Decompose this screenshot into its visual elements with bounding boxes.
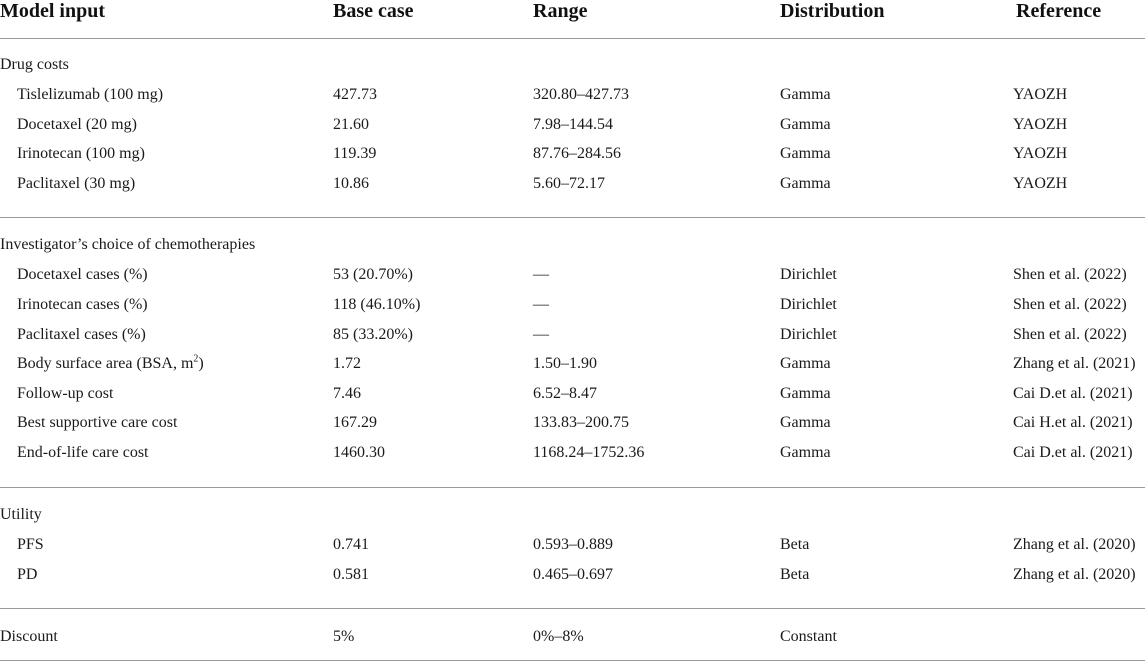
cell-model-input: PD — [17, 566, 38, 583]
cell-distribution: Constant — [780, 628, 837, 645]
table-row — [0, 385, 1145, 403]
cell-model-input: Irinotecan (100 mg) — [17, 145, 145, 162]
cell-reference: Shen et al. (2022) — [1013, 296, 1127, 313]
cell-model-input: Docetaxel cases (%) — [17, 266, 148, 283]
table-row — [0, 296, 1145, 314]
cell-range: 6.52–8.47 — [533, 385, 597, 402]
cell-range: 7.98–144.54 — [533, 116, 613, 133]
cell-range: 133.83–200.75 — [533, 414, 629, 431]
table-row — [0, 86, 1145, 104]
cell-distribution: Gamma — [780, 175, 831, 192]
cell-distribution: Gamma — [780, 355, 831, 372]
cell-reference: YAOZH — [1013, 145, 1068, 162]
cell-model-input: Docetaxel (20 mg) — [17, 116, 137, 133]
table-row — [0, 355, 1145, 373]
cell-reference: Cai H.et al. (2021) — [1013, 414, 1133, 431]
table-row — [0, 116, 1145, 134]
cell-reference: Shen et al. (2022) — [1013, 326, 1127, 343]
cell-model-input: Paclitaxel (30 mg) — [17, 175, 136, 192]
cell-base-case: 427.73 — [333, 86, 377, 103]
cell-base-case: 167.29 — [333, 414, 377, 431]
section-title-drug-costs: Drug costs — [0, 56, 69, 73]
cell-base-case: 1.72 — [333, 355, 361, 372]
table-row — [0, 444, 1145, 462]
cell-reference: Cai D.et al. (2021) — [1013, 444, 1133, 461]
cell-base-case: 85 (33.20%) — [333, 326, 413, 343]
cell-reference: Zhang et al. (2021) — [1013, 355, 1136, 372]
cell-model-input: PFS — [17, 536, 44, 553]
section-divider — [0, 487, 1145, 488]
cell-reference: YAOZH — [1013, 116, 1068, 133]
cell-model-input: Paclitaxel cases (%) — [17, 326, 146, 343]
cell-range: 0%–8% — [533, 628, 584, 645]
table-header — [0, 0, 1145, 39]
bsa-label-close: ) — [198, 355, 204, 372]
cell-distribution: Gamma — [780, 444, 831, 461]
cell-base-case: 7.46 — [333, 385, 361, 402]
section-divider — [0, 608, 1145, 609]
cell-reference: Cai D.et al. (2021) — [1013, 385, 1133, 402]
cell-distribution: Gamma — [780, 86, 831, 103]
cell-model-input: Irinotecan cases (%) — [17, 296, 148, 313]
header-distribution: Distribution — [780, 0, 885, 22]
cell-range: 1168.24–1752.36 — [533, 444, 645, 461]
cell-model-input: End-of-life care cost — [17, 444, 149, 461]
cell-base-case: 0.581 — [333, 566, 369, 583]
cell-range: — — [533, 326, 549, 343]
cell-range: 1.50–1.90 — [533, 355, 597, 372]
table-row — [0, 566, 1145, 584]
cell-reference: YAOZH — [1013, 86, 1068, 103]
cell-base-case: 10.86 — [333, 175, 369, 192]
cell-base-case: 53 (20.70%) — [333, 266, 413, 283]
cell-base-case: 119.39 — [333, 145, 377, 162]
cell-model-input: Tislelizumab (100 mg) — [17, 86, 164, 103]
section-divider — [0, 217, 1145, 218]
table-row-discount — [0, 628, 1145, 646]
cell-distribution: Gamma — [780, 145, 831, 162]
section-title-chemotherapies: Investigator’s choice of chemotherapies — [0, 236, 256, 253]
cell-distribution: Beta — [780, 536, 810, 553]
cell-range: 87.76–284.56 — [533, 145, 621, 162]
section-title-utility: Utility — [0, 506, 42, 523]
cell-reference: Zhang et al. (2020) — [1013, 566, 1136, 583]
cell-reference: Shen et al. (2022) — [1013, 266, 1127, 283]
cell-range: 0.593–0.889 — [533, 536, 613, 553]
cell-distribution: Dirichlet — [780, 296, 837, 313]
table-row — [0, 266, 1145, 284]
bsa-label-text: Body surface area (BSA, m — [17, 355, 194, 372]
table-row — [0, 175, 1145, 193]
cell-distribution: Dirichlet — [780, 266, 837, 283]
header-reference: Reference — [1016, 0, 1102, 22]
cell-distribution: Gamma — [780, 414, 831, 431]
header-model-input: Model input — [0, 0, 106, 22]
cell-base-case: 1460.30 — [333, 444, 385, 461]
cell-distribution: Gamma — [780, 385, 831, 402]
cell-model-input: Discount — [0, 628, 58, 645]
cell-range: 320.80–427.73 — [533, 86, 629, 103]
table-row — [0, 536, 1145, 554]
cell-range: — — [533, 296, 549, 313]
cell-base-case: 118 (46.10%) — [333, 296, 421, 313]
cell-reference: Zhang et al. (2020) — [1013, 536, 1136, 553]
cell-model-input — [17, 355, 204, 373]
bsa-label-superscript: 2 — [193, 353, 199, 365]
cell-model-input: Best supportive care cost — [17, 414, 178, 431]
cell-distribution: Gamma — [780, 116, 831, 133]
cell-distribution: Beta — [780, 566, 810, 583]
cell-range: 0.465–0.697 — [533, 566, 613, 583]
cell-distribution: Dirichlet — [780, 326, 837, 343]
table-row — [0, 414, 1145, 432]
table-bottom-rule — [0, 660, 1145, 661]
cell-range: 5.60–72.17 — [533, 175, 605, 192]
cell-reference: YAOZH — [1013, 175, 1068, 192]
cell-base-case: 0.741 — [333, 536, 369, 553]
table-row — [0, 145, 1145, 163]
cell-range: — — [533, 266, 549, 283]
header-range: Range — [533, 0, 588, 22]
cell-base-case: 5% — [333, 628, 355, 645]
cell-base-case: 21.60 — [333, 116, 369, 133]
cell-model-input: Follow-up cost — [17, 385, 114, 402]
header-base-case: Base case — [333, 0, 414, 22]
table-row — [0, 326, 1145, 344]
